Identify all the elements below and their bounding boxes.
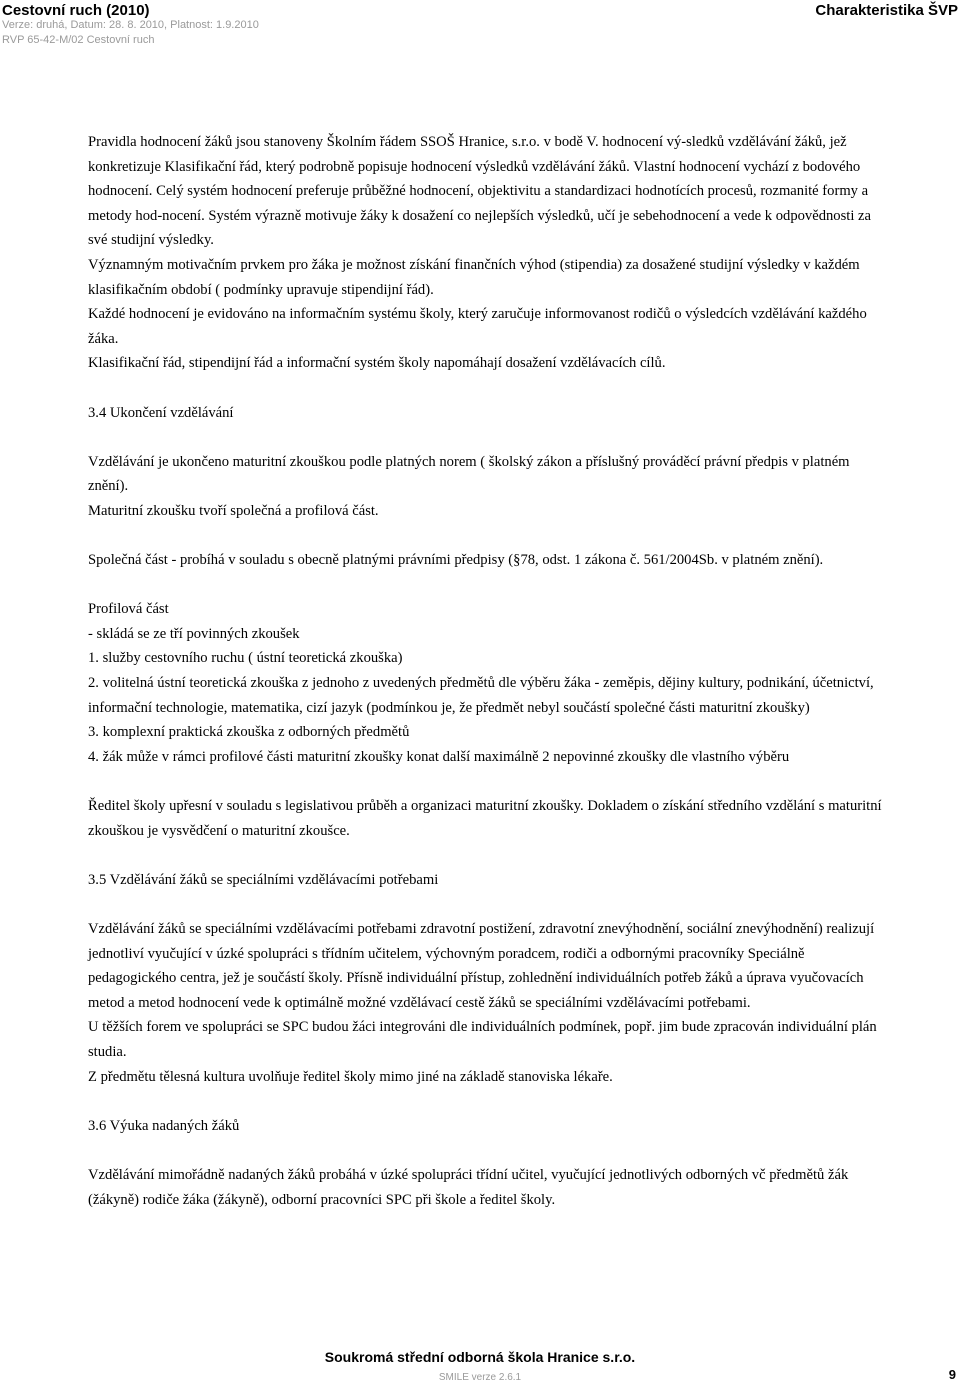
footer-school-name: Soukromá střední odborná škola Hranice s.r.o. <box>324 1349 636 1365</box>
paragraph-special-needs: Vzdělávání žáků se speciálními vzdělávacími potřebami zdravotní postižení, zdravotní znevýhodnění, sociální znevýhodnění) realizují jednotliví vyučující v úzké spolupráci s třídním učitelem, výchovným poradcem, rodiči a odbornými pracovníky Speciálně pedagogického centra, jež je součástí školy. Přísně individuální přístup, zohlednění individuálních potřeb žáků a úprava vyučovacích metod a metod hodnocení vede k optimálně možné vzdělávací cestě žáků se speciálními vzdělávacími potřebami. <box>88 921 875 1011</box>
document-body <box>88 130 888 1212</box>
paragraph-spc: U těžších forem ve spolupráci se SPC budou žáci integrováni dle individuálních podmínek, popř. jim bude zpracován individuální plán studia. <box>88 1019 877 1060</box>
document-title: Cestovní ruch (2010) <box>2 2 150 19</box>
paragraph-gifted: Vzdělávání mimořádně nadaných žáků probáhá v úzké spolupráci třídní učitel, vyučující jednotlivých odborných vč předmětů žák (žákyně) rodiče žáka (žákyně), odborní pracovníci SPC při škole a ředitel školy. <box>88 1166 849 1208</box>
paragraph-common-part: Společná část - probíhá v souladu s obecně platnými právními předpisy (§78, odst. 1 zákona č. 561/2004Sb. v platném znění). <box>88 552 824 569</box>
version-info: Verze: druhá, Datum: 28. 8. 2010, Platnost: 1.9.2010 <box>2 19 259 31</box>
heading-3-6: 3.6 Výuka nadaných žáků <box>88 1117 240 1134</box>
paragraph-physical-education: Z předmětu tělesná kultura uvolňuje ředitel školy mimo jiné na základě stanoviska lékaře. <box>88 1068 613 1085</box>
list-item: 2. volitelná ústní teoretická zkouška z jednoho z uvedených předmětů dle výběru žáka - zeměpis, dějiny kultury, podnikání, účetnictví, informační technologie, matematika, cizí jazyk (podmínkou je, že předmět nebyl součástí společné části maturitní zkoušky) <box>88 675 874 716</box>
heading-3-5: 3.5 Vzdělávání žáků se speciálními vzdělávacími potřebami <box>88 871 439 888</box>
paragraph-end: Vzdělávání je ukončeno maturitní zkouškou podle platných norem ( školský zákon a příslušný prováděcí právní předpis v platném znění). <box>88 453 850 495</box>
paragraph-system: Klasifikační řád, stipendijní řád a informační systém školy napomáhají dosažení vzdělávacích cílů. <box>88 355 666 372</box>
page-number: 9 <box>948 1367 956 1382</box>
list-item: 4. žák může v rámci profilové části maturitní zkoušky konat další maximálně 2 nepovinné zkoušky dle vlastního výběru <box>88 748 790 765</box>
paragraph-director: Ředitel školy upřesní v souladu s legislativou průběh a organizaci maturitní zkoušky. Dokladem o získání středního vzdělání s maturitní zkouškou je vysvědčení o maturitní zkoušce. <box>88 798 882 839</box>
paragraph-exam-parts: Maturitní zkoušku tvoří společná a profilová část. <box>88 502 379 519</box>
section-title: Charakteristika ŠVP <box>815 2 958 19</box>
page-header <box>0 0 960 54</box>
footer-version: SMILE verze 2.6.1 <box>438 1372 522 1383</box>
rvp-info: RVP 65-42-M/02 Cestovní ruch <box>2 34 155 46</box>
paragraph-intro: Pravidla hodnocení žáků jsou stanoveny Školním řádem SSOŠ Hranice, s.r.o. v bodě V. hodnocení vý-sledků vzdělávání žáků, jež konkretizuje Klasifikační řád, který podrobně popisuje hodnocení výsledků vzdělávání žáků. Vlastní hodnocení vychází z bodového hodnocení. Celý systém hodnocení preferuje průběžné hodnocení, objektivitu a standardizaci hodnotících procesů, rozmanité formy a metody hod-nocení. Systém výrazně motivuje žáky k dosažení co nejlepších výsledků, učí je sebehodnocení a vede k odpovědnosti za své studijní výsledky. <box>88 134 871 249</box>
list-item: 1. služby cestovního ruchu ( ústní teoretická zkouška) <box>88 650 403 667</box>
profile-intro: - skládá se ze tří povinných zkoušek <box>88 625 300 642</box>
paragraph-motivation: Významným motivačním prvkem pro žáka je možnost získání finančních výhod (stipendia) za dosažené studijní výsledky v každém klasifikačním období ( podmínky upravuje stipendijní řád). <box>88 256 860 298</box>
heading-3-4: 3.4 Ukončení vzdělávání <box>88 404 234 421</box>
list-item: 3. komplexní praktická zkouška z odborných předmětů <box>88 724 410 741</box>
profile-title: Profilová část <box>88 601 169 618</box>
paragraph-evidence: Každé hodnocení je evidováno na informačním systému školy, který zaručuje informovanost rodičů o výsledcích vzdělávání každého žáka. <box>88 306 867 347</box>
